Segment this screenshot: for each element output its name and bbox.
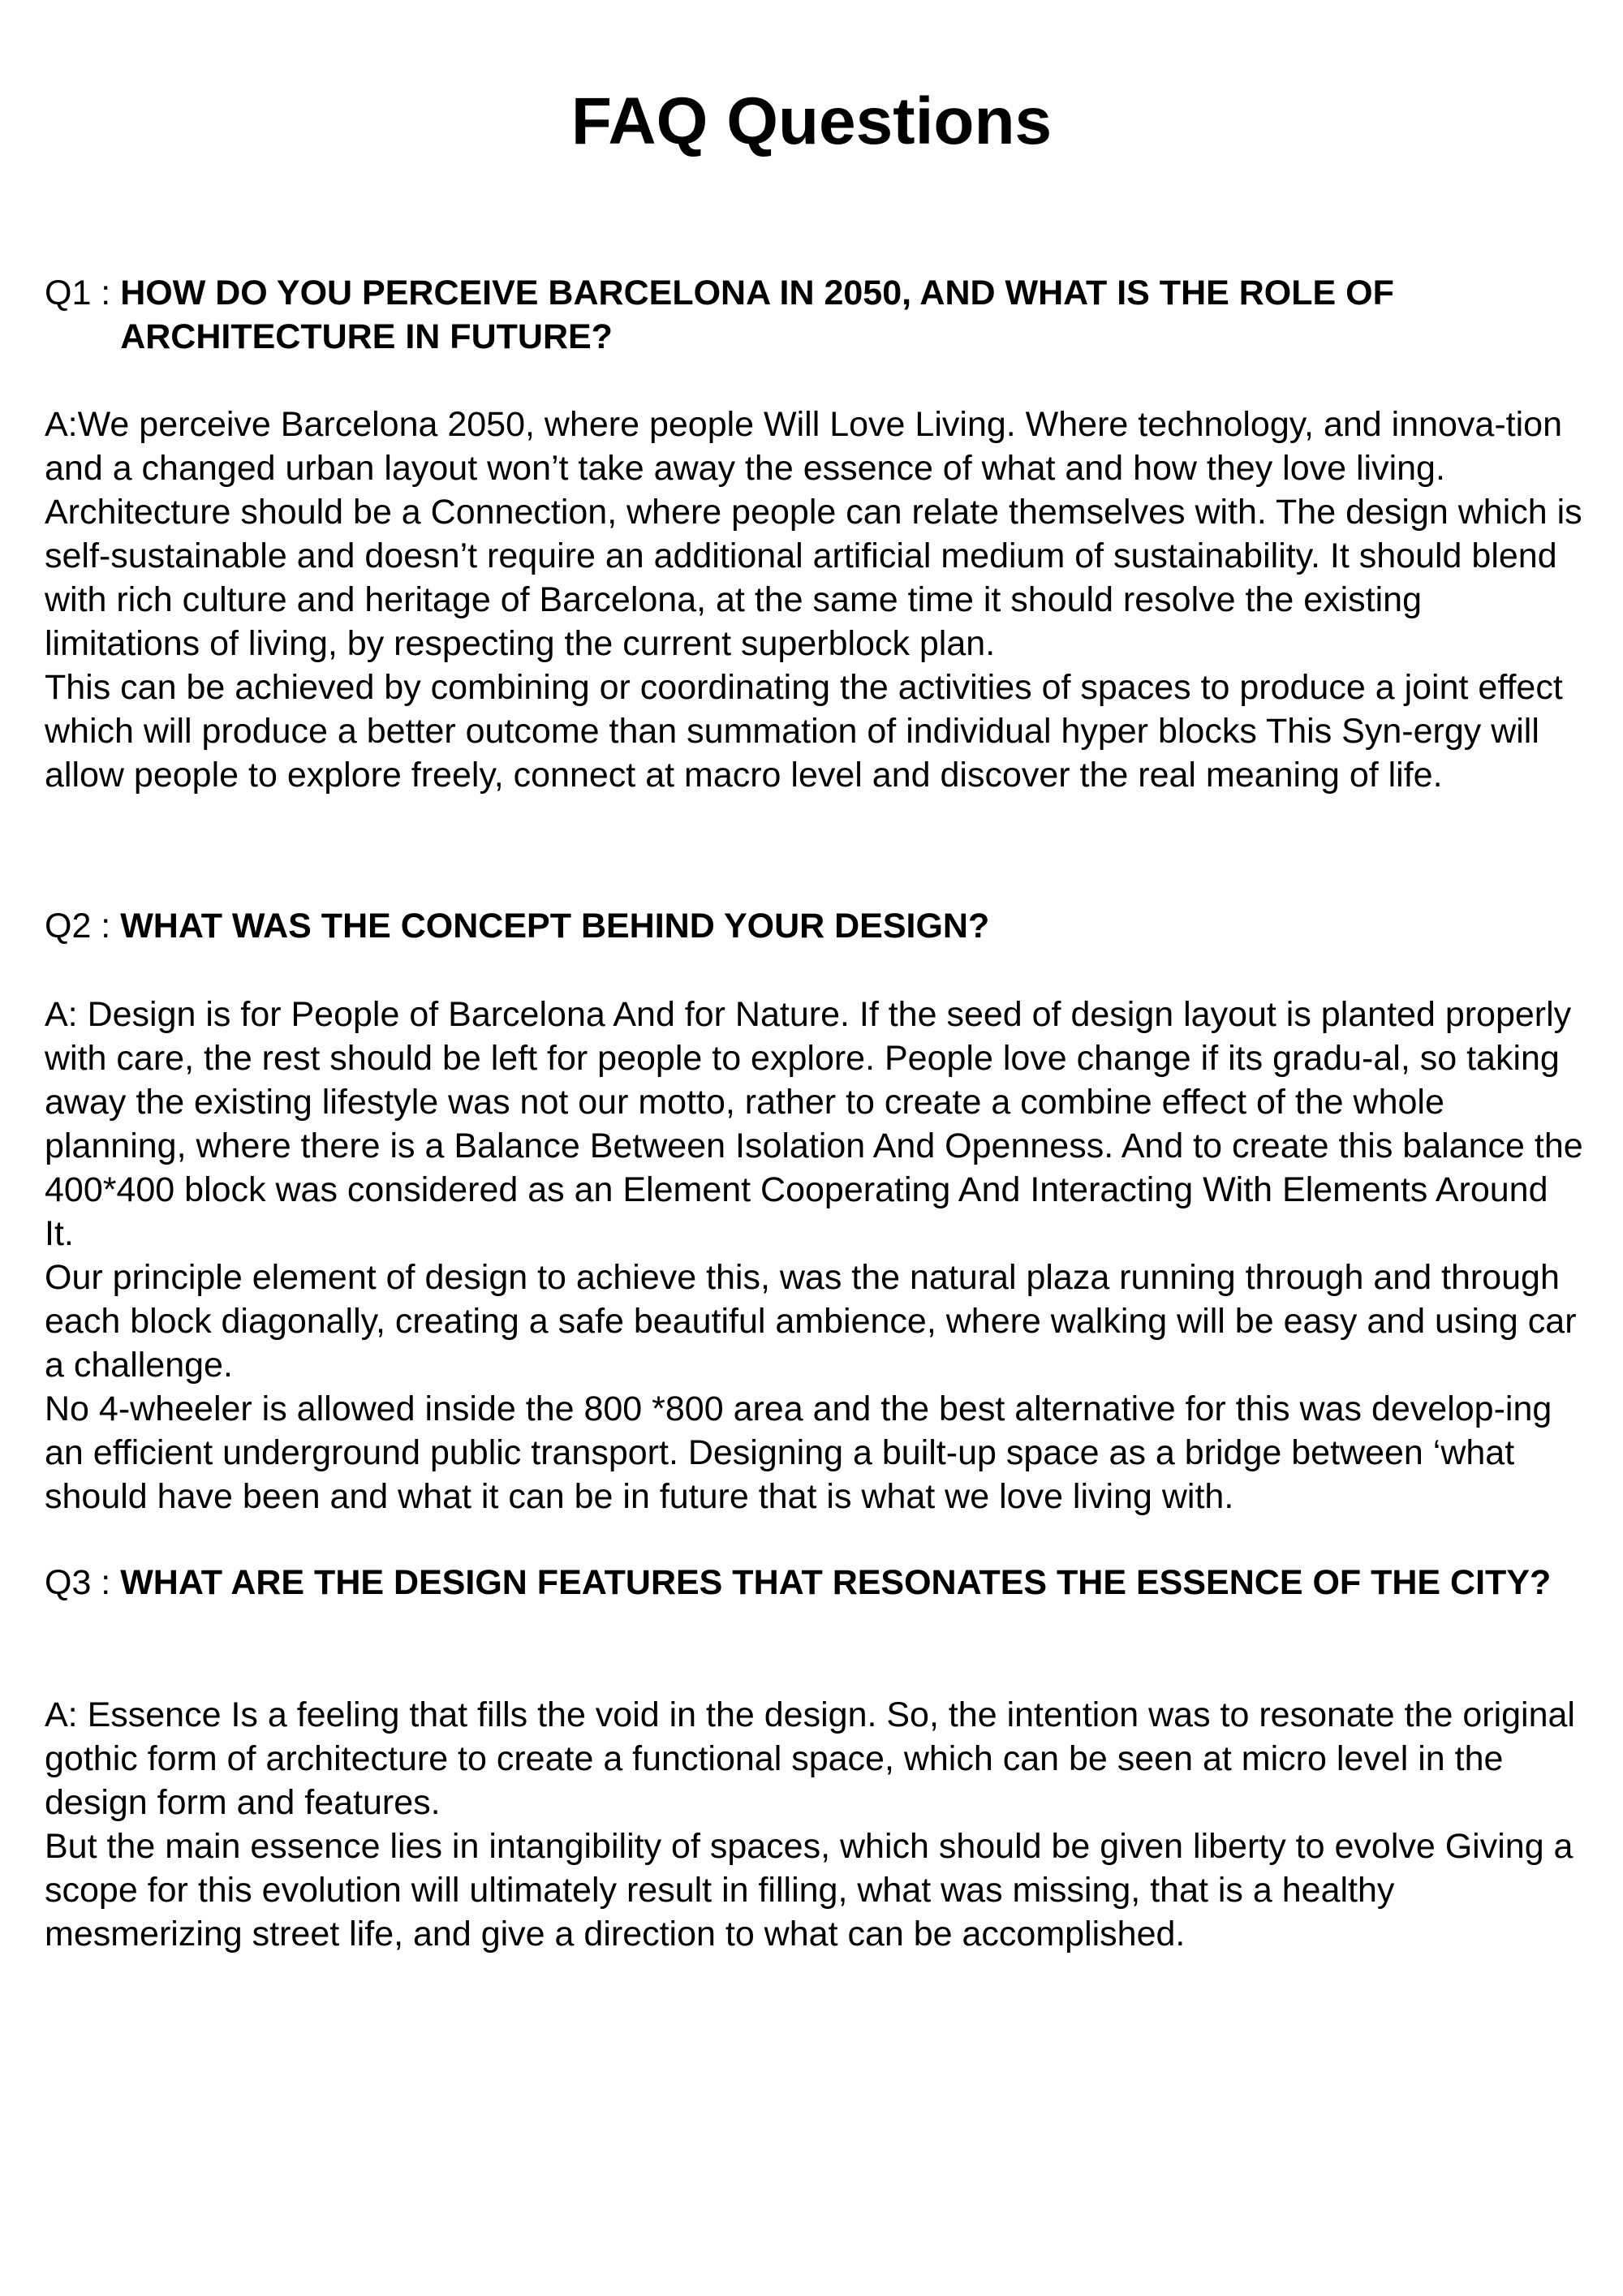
question-text: WHAT ARE THE DESIGN FEATURES THAT RESONATES THE ESSENCE OF THE CITY? — [120, 1563, 1552, 1602]
faq-answer-1 — [45, 403, 1586, 797]
faq-question-1 — [45, 271, 1586, 359]
question-text: WHAT WAS THE CONCEPT BEHIND YOUR DESIGN? — [120, 907, 990, 946]
faq-answer-2 — [45, 993, 1586, 1518]
page-title: FAQ Questions — [570, 84, 1053, 158]
question-label: Q2 : — [45, 907, 121, 946]
faq-question-2 — [45, 904, 1586, 948]
answer-paragraph: No 4-wheeler is allowed inside the 800 *800 area and the best alternative for this was develop-ing an efficient underground public transport. Designing a built-up space as a bridge between ‘what should have been and what it can be in future that is what we love living with. — [45, 1389, 1552, 1516]
answer-paragraph: A: Design is for People of Barcelona And for Nature. If the seed of design layout is planted properly with care, the rest should be left for people to explore. People love change if its gradu-al, so taking away the existing lifestyle was not our motto, rather to create a combine effect of the whole planning, where there is a Balance Between Isolation And Openness. And to create this balance the 400*400 block was considered as an Element Cooperating And Interacting With Elements Around It. — [45, 995, 1583, 1253]
answer-paragraph: This can be achieved by combining or coordinating the activities of spaces to produce a joint effect which will produce a better outcome than summation of individual hyper blocks This Syn-ergy will allow people to explore freely, connect at macro level and discover the real meaning of life. — [45, 668, 1563, 795]
answer-paragraph: But the main essence lies in intangibility of spaces, which should be given liberty to evolve Giving a scope for this evolution will ultimately result in filling, what was missing, that is a healthy mesmerizing street life, and give a direction to what can be accomplished. — [45, 1827, 1573, 1954]
faq-answer-3 — [45, 1693, 1586, 1956]
question-label: Q3 : — [45, 1563, 121, 1602]
faq-question-3 — [45, 1561, 1586, 1605]
question-label: Q1 : — [45, 274, 121, 312]
question-text: HOW DO YOU PERCEIVE BARCELONA IN 2050, AND WHAT IS THE ROLE OF ARCHITECTURE IN FUTURE? — [120, 274, 1394, 356]
answer-paragraph: A:We perceive Barcelona 2050, where people Will Love Living. Where technology, and innova-tion and a changed urban layout won’t take away the essence of what and how they love living. Architecture should be a Connection, where people can relate themselves with. The design which is self-sustainable and doesn’t require an additional artificial medium of sustainability. It should blend with rich culture and heritage of Barcelona, at the same time it should resolve the existing limitations of living, by respecting the current superblock plan. — [45, 405, 1582, 663]
answer-paragraph: Our principle element of design to achieve this, was the natural plaza running through and through each block diagonally, creating a safe beautiful ambience, where walking will be easy and using car a challenge. — [45, 1258, 1577, 1385]
answer-paragraph: A: Essence Is a feeling that fills the void in the design. So, the intention was to resonate the original gothic form of architecture to create a functional space, which can be seen at micro level in the design form and features. — [45, 1695, 1575, 1822]
